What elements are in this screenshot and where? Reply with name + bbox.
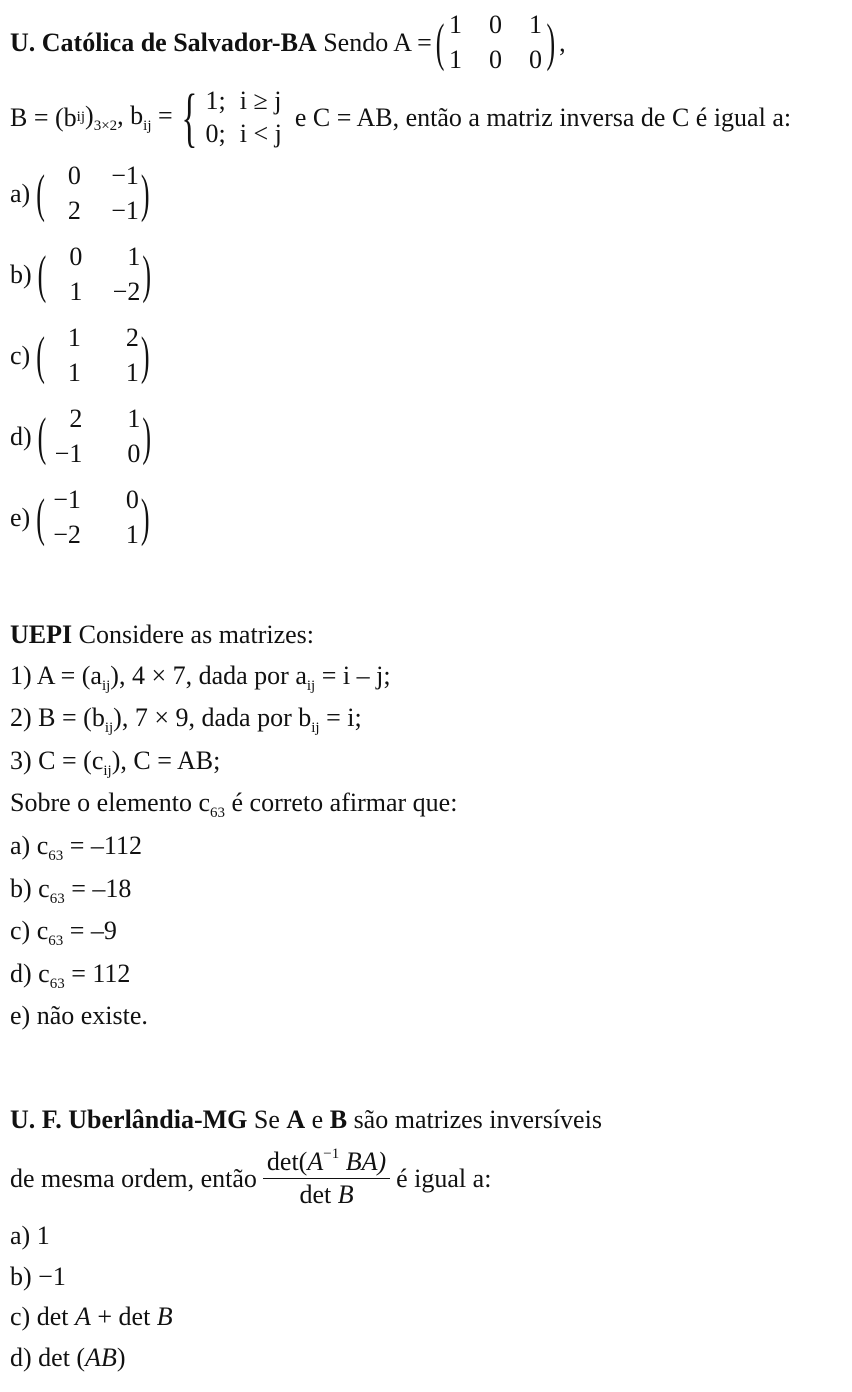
b-dim: )$_{3\times 2}$, $b_{ij}$ = [85,100,173,134]
option-matrix: ( 0 1 1 −2 ) [38,238,151,311]
piecewise-cases [205,85,281,149]
q2-item3: 3) $C = (c_{ij})$, C = AB; [10,745,221,779]
matrix-cell: 1 [127,404,141,434]
matrix-cell: 1 [125,519,139,549]
option-matrix: ( 1 2 1 1 ) [36,319,149,392]
q2-option[interactable]: c) $c_{63} = -9$ [10,916,117,950]
option-matrix: ( −1 0 −2 1 ) [36,481,149,554]
q2-option[interactable]: e) não existe. [10,1001,148,1031]
q3-header: U. F. Uberlândia-MG Se A e B são matrizes inversíveis [10,1105,602,1134]
q2-options [10,826,842,1037]
fraction-denominator: det B [299,1180,354,1210]
q3-line2: de mesma ordem, então $\frac{\det(A^{-1} BA)}{\text{det B}}$ é igual a: [10,1145,842,1212]
option-label: d) [10,422,32,452]
q1-option[interactable] [10,238,842,311]
matrix-cell: 0 [127,438,141,468]
q1-option[interactable] [10,319,842,392]
matrix-cell: −1 [54,438,83,468]
q2-option[interactable]: d) $c_{63} = 112$ [10,958,131,992]
q2-source: UEPI [10,620,73,649]
q1-question: e C = AB, então a matriz inversa de C é igual a: [294,102,792,132]
question-1 [10,6,842,554]
q3-option-d[interactable]: d) det (AB) [10,1343,126,1373]
q1-option[interactable] [10,400,842,473]
matrix-cell: 0 [125,485,139,515]
q1-header [10,6,842,79]
q2-intro: Considere as matrizes: [78,620,314,649]
matrix-cell: 1 [67,323,81,353]
q1-options [10,157,842,554]
matrix-a-cell: 0 [488,44,502,74]
matrix-a-cell: 0 [488,10,502,39]
matrix-cell: −1 [53,485,81,515]
q3-option-c[interactable]: c) det A + det B [10,1302,173,1332]
q3-option-a[interactable]: a) 1 [10,1220,50,1250]
option-label: b) [10,260,32,290]
question-2 [10,615,842,1037]
option-matrix: ( 2 1 −1 0 ) [38,400,151,473]
matrix-cell: 0 [69,242,83,272]
b-def: B = (b [10,102,77,132]
case2-value: 0; [205,119,226,149]
q3-option-b[interactable]: b) −1 [10,1261,66,1291]
matrix-cell: 1 [67,357,81,387]
matrix-cell: 1 [127,242,141,272]
q3-source: U. F. Uberlândia-MG [10,1105,248,1134]
b-def-sub: ij [76,109,86,126]
matrix-a-cell: 1 [448,44,462,74]
q1-option[interactable] [10,481,842,554]
option-label: e) [10,503,31,533]
matrix-cell: 0 [67,161,81,191]
case2-condition: i < j [239,119,282,149]
q2-header [10,615,842,656]
matrix-cell: 2 [125,323,139,353]
q3-fraction [263,1145,390,1212]
option-label: c) [10,341,31,371]
q1-comma: , [559,27,566,57]
q3-body [10,1100,842,1379]
q2-question: Sobre o elemento $c_{63}$ é correto afirmar que: [10,788,458,822]
fraction-numerator: $\det(A^{-1}$ BA) [263,1145,390,1180]
matrix-a-cell: 0 [528,44,542,74]
q1-definition [10,80,842,154]
matrix-cell: −2 [53,519,81,549]
option-label: a) [10,179,31,209]
piecewise-brace: { [181,80,198,154]
matrix-cell: −1 [111,161,139,191]
question-3 [10,1100,842,1379]
q1-intro: Sendo A = [323,27,432,57]
matrix-a: ( 1 0 1 1 0 0 ) [436,6,555,79]
q2-item1: 1) $A = (a_{ij})$, 4 × 7, dada por $a_{ij} = i - j$; [10,660,391,694]
matrix-cell: 1 [69,276,83,306]
q1-option[interactable] [10,157,842,230]
q2-option[interactable]: a) $c_{63} = -112$ [10,831,142,864]
case1-condition: i ≥ j [239,86,282,115]
q1-source: U. Católica de Salvador-BA [10,27,317,57]
matrix-a-cell: 1 [448,10,462,39]
matrix-cell: 2 [69,404,83,434]
q2-body [10,615,842,1037]
matrix-cell: 2 [67,195,81,225]
matrix-cell: −2 [112,276,141,306]
matrix-cell: −1 [111,195,139,225]
matrix-cell: 1 [125,357,139,387]
q2-option[interactable]: b) $c_{63} = -18$ [10,873,132,907]
option-matrix: ( 0 −1 2 −1 ) [36,157,149,230]
case1-value: 1; [205,86,226,115]
matrix-a-cell: 1 [528,10,542,39]
q2-item2: 2) $B = (b_{ij})$, 7 × 9, dada por $b_{ij} = i$; [10,703,362,737]
